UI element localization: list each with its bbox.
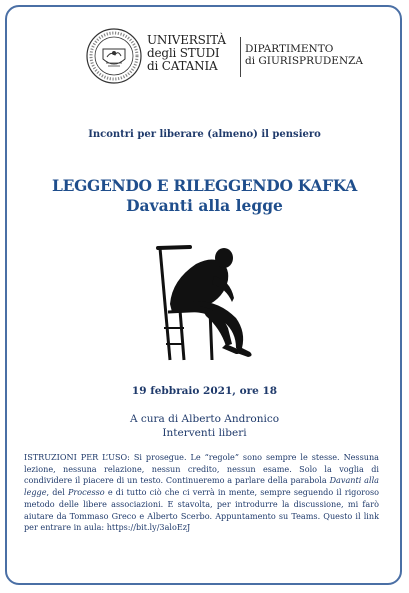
instructions-title-davanti: Davanti alla legge bbox=[24, 475, 379, 498]
department-line-2: di GIURISPRUDENZA bbox=[245, 55, 364, 67]
instructions-text-1: ISTRUZIONI PER L’USO: Si prosegue. Le “regole” sono sempre le stesse. Nessuna lezione, nessuna relazione, nessun credito, nessun esame. Solo la voglia di condividere il piacere di un testo. Continueremo a parlare della parabola bbox=[24, 452, 379, 486]
department-line-1: DIPARTIMENTO bbox=[245, 43, 334, 55]
university-name bbox=[147, 34, 226, 73]
department-name bbox=[245, 43, 363, 67]
event-format: Interventi liberi bbox=[162, 427, 247, 439]
university-line-2: degli STUDI bbox=[147, 46, 220, 60]
header bbox=[85, 27, 364, 89]
event-subtitle: Davanti alla legge bbox=[126, 196, 283, 215]
instructions-text-3: e di tutto ciò che ci verrà in mente, sempre seguendo il rigoroso metodo delle libere associazioni. E stavolta, per introdurre la discussione, mi farò aiutare da Tommaso Greco e Alberto Scerbo. Appuntamento su Teams. Questo il link per entrare in aula: https://bit.ly/3aloEzJ bbox=[24, 487, 379, 533]
event-title: LEGGENDO E RILEGGENDO KAFKA bbox=[51, 176, 357, 195]
instructions-title-processo: Processo bbox=[67, 487, 105, 498]
event-date: 19 febbraio 2021, ore 18 bbox=[131, 385, 278, 397]
header-divider bbox=[240, 37, 241, 77]
event-curator: A cura di Alberto Andronico bbox=[129, 413, 280, 425]
instructions-paragraph bbox=[24, 452, 379, 534]
university-seal-logo bbox=[85, 27, 143, 85]
university-line-1: UNIVERSITÀ bbox=[147, 33, 226, 47]
kafka-silhouette-illustration bbox=[150, 240, 260, 362]
instructions-text-2: , del bbox=[46, 487, 68, 498]
university-line-3: di CATANIA bbox=[147, 59, 218, 73]
event-series: Incontri per liberare (almeno) il pensiero bbox=[88, 129, 321, 140]
